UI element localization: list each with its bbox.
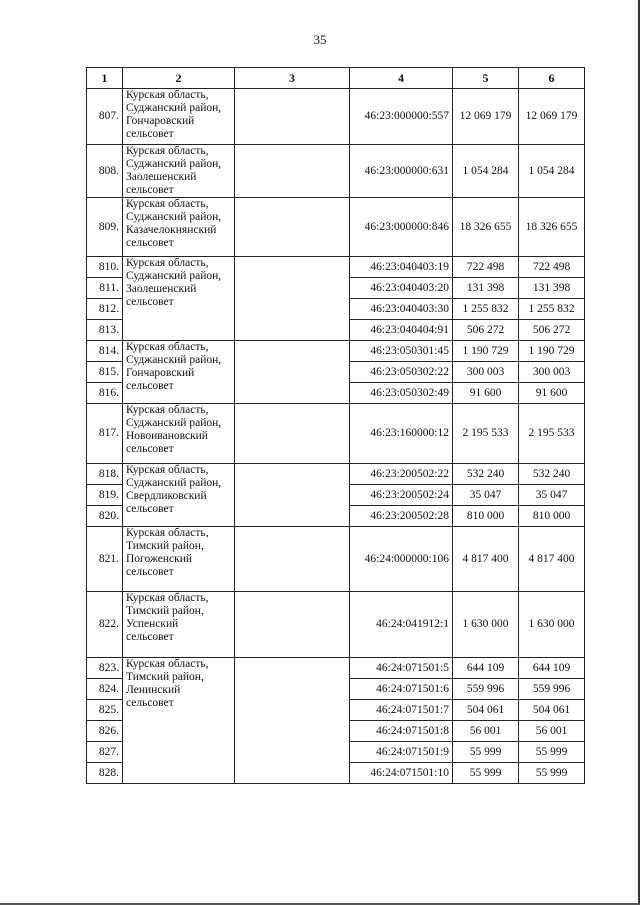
address-line: Заолешенский [126, 283, 197, 295]
address-line: сельсовет [126, 184, 174, 196]
row-number: 808. [87, 145, 123, 198]
address-line: Новоивановский [126, 430, 208, 442]
row-number: 815. [87, 362, 123, 383]
cadastral-number: 46:23:000000:631 [350, 145, 453, 198]
address-line: сельсовет [126, 503, 174, 515]
column-header: 4 [350, 68, 453, 89]
cadastral-number: 46:24:000000:106 [350, 527, 453, 592]
cadastral-number: 46:23:050302:49 [350, 383, 453, 404]
address-line: Суджанский район, [126, 354, 222, 366]
row-number: 819. [87, 485, 123, 506]
address-line: Погоженский [126, 553, 193, 565]
row-number: 817. [87, 404, 123, 464]
address-line: Курская область, [126, 527, 209, 539]
value-column-5: 55 999 [453, 763, 519, 784]
cadastral-number: 46:23:000000:846 [350, 198, 453, 257]
address-line: Успенский [126, 618, 179, 630]
cadastral-number: 46:23:040403:30 [350, 299, 453, 320]
cadastral-number: 46:23:160000:12 [350, 404, 453, 464]
cadastral-number: 46:23:040403:19 [350, 257, 453, 278]
value-column-5: 506 272 [453, 320, 519, 341]
row-number: 812. [87, 299, 123, 320]
table-row [87, 592, 585, 658]
value-column-6: 1 630 000 [519, 592, 585, 658]
row-number: 813. [87, 320, 123, 341]
address-cell [123, 464, 235, 527]
address-line: Курская область, [126, 404, 209, 416]
cadastral-number: 46:23:040403:20 [350, 278, 453, 299]
address-line: Курская область, [126, 89, 209, 101]
row-number: 824. [87, 679, 123, 700]
value-column-6: 644 109 [519, 658, 585, 679]
address-line: Свердликовский [126, 490, 207, 502]
address-line: сельсовет [126, 697, 174, 709]
cadastral-number: 46:23:000000:557 [350, 89, 453, 145]
address-cell [123, 658, 235, 784]
table-row [87, 527, 585, 592]
cadastral-number: 46:24:071501:7 [350, 700, 453, 721]
value-column-5: 559 996 [453, 679, 519, 700]
column-3-cell [235, 464, 350, 527]
cadastral-number: 46:24:071501:10 [350, 763, 453, 784]
value-column-5: 18 326 655 [453, 198, 519, 257]
table-row [87, 145, 585, 198]
address-cell [123, 341, 235, 404]
value-column-6: 35 047 [519, 485, 585, 506]
column-3-cell [235, 145, 350, 198]
row-number: 814. [87, 341, 123, 362]
value-column-6: 1 255 832 [519, 299, 585, 320]
column-header: 5 [453, 68, 519, 89]
row-number: 826. [87, 721, 123, 742]
address-line: Ленинский [126, 684, 181, 696]
value-column-6: 504 061 [519, 700, 585, 721]
column-header: 3 [235, 68, 350, 89]
value-column-5: 55 999 [453, 742, 519, 763]
value-column-5: 1 190 729 [453, 341, 519, 362]
value-column-6: 1 190 729 [519, 341, 585, 362]
cadastral-number: 46:23:200502:28 [350, 506, 453, 527]
address-line: Заолешенский [126, 171, 197, 183]
value-column-6: 559 996 [519, 679, 585, 700]
address-line: сельсовет [126, 296, 174, 308]
value-column-5: 1 054 284 [453, 145, 519, 198]
value-column-5: 4 817 400 [453, 527, 519, 592]
cadastral-number: 46:24:071501:5 [350, 658, 453, 679]
address-line: Курская область, [126, 257, 209, 269]
value-column-5: 722 498 [453, 257, 519, 278]
cadastral-number: 46:24:071501:8 [350, 721, 453, 742]
row-number: 825. [87, 700, 123, 721]
cadastral-number: 46:23:200502:24 [350, 485, 453, 506]
column-3-cell [235, 198, 350, 257]
column-header: 6 [519, 68, 585, 89]
row-number: 828. [87, 763, 123, 784]
value-column-6: 810 000 [519, 506, 585, 527]
row-number: 820. [87, 506, 123, 527]
cadastral-number: 46:24:071501:9 [350, 742, 453, 763]
row-number: 811. [87, 278, 123, 299]
row-number: 816. [87, 383, 123, 404]
value-column-5: 810 000 [453, 506, 519, 527]
page-number: 35 [313, 32, 327, 47]
cadastral-number: 46:23:050301:45 [350, 341, 453, 362]
address-line: Курская область, [126, 145, 209, 157]
value-column-6: 55 999 [519, 763, 585, 784]
table-row [87, 464, 585, 485]
header-row [87, 68, 585, 89]
row-number: 810. [87, 257, 123, 278]
column-3-cell [235, 341, 350, 404]
value-column-5: 300 003 [453, 362, 519, 383]
cadastral-number: 46:24:041912:1 [350, 592, 453, 658]
value-column-5: 532 240 [453, 464, 519, 485]
cadastral-number: 46:24:071501:6 [350, 679, 453, 700]
address-line: Суджанский район, [126, 102, 222, 114]
address-line: Курская область, [126, 592, 209, 604]
row-number: 823. [87, 658, 123, 679]
address-cell [123, 592, 235, 658]
value-column-6: 532 240 [519, 464, 585, 485]
table-row [87, 341, 585, 362]
address-line: Суджанский район, [126, 477, 222, 489]
column-header: 2 [123, 68, 235, 89]
row-number: 821. [87, 527, 123, 592]
address-line: Тимский район, [126, 605, 204, 617]
address-line: Курская область, [126, 464, 209, 476]
value-column-6: 56 001 [519, 721, 585, 742]
value-column-5: 131 398 [453, 278, 519, 299]
address-cell [123, 145, 235, 198]
table-row [87, 89, 585, 145]
address-cell [123, 404, 235, 464]
address-line: сельсовет [126, 128, 174, 140]
column-3-cell [235, 658, 350, 784]
row-number: 809. [87, 198, 123, 257]
value-column-5: 1 630 000 [453, 592, 519, 658]
column-3-cell [235, 527, 350, 592]
address-line: сельсовет [126, 631, 174, 643]
cadastral-number: 46:23:200502:22 [350, 464, 453, 485]
column-3-cell [235, 404, 350, 464]
row-number: 827. [87, 742, 123, 763]
value-column-5: 1 255 832 [453, 299, 519, 320]
value-column-5: 12 069 179 [453, 89, 519, 145]
value-column-5: 2 195 533 [453, 404, 519, 464]
value-column-6: 55 999 [519, 742, 585, 763]
column-3-cell [235, 89, 350, 145]
address-line: Суджанский район, [126, 270, 222, 282]
address-line: Тимский район, [126, 540, 204, 552]
value-column-6: 18 326 655 [519, 198, 585, 257]
cadastral-number: 46:23:040404:91 [350, 320, 453, 341]
address-line: сельсовет [126, 237, 174, 249]
value-column-6: 300 003 [519, 362, 585, 383]
address-line: Курская область, [126, 341, 209, 353]
address-line: Курская область, [126, 198, 209, 210]
cadastral-number: 46:23:050302:22 [350, 362, 453, 383]
value-column-6: 91 600 [519, 383, 585, 404]
address-cell [123, 527, 235, 592]
address-line: Суджанский район, [126, 158, 222, 170]
value-column-5: 504 061 [453, 700, 519, 721]
table-row [87, 198, 585, 257]
address-cell [123, 198, 235, 257]
column-3-cell [235, 592, 350, 658]
value-column-5: 91 600 [453, 383, 519, 404]
address-line: сельсовет [126, 443, 174, 455]
address-line: Тимский район, [126, 671, 204, 683]
value-column-5: 644 109 [453, 658, 519, 679]
address-line: Курская область, [126, 658, 209, 670]
table-row [87, 404, 585, 464]
address-line: сельсовет [126, 380, 174, 392]
address-cell [123, 257, 235, 341]
value-column-6: 2 195 533 [519, 404, 585, 464]
value-column-6: 12 069 179 [519, 89, 585, 145]
address-line: Гончаровский [126, 367, 195, 379]
value-column-5: 35 047 [453, 485, 519, 506]
address-line: Гончаровский [126, 115, 195, 127]
land-register-table [86, 67, 585, 784]
row-number: 822. [87, 592, 123, 658]
address-line: сельсовет [126, 566, 174, 578]
column-3-cell [235, 257, 350, 341]
row-number: 807. [87, 89, 123, 145]
table-row [87, 658, 585, 679]
value-column-6: 4 817 400 [519, 527, 585, 592]
address-line: Суджанский район, [126, 417, 222, 429]
table-row [87, 257, 585, 278]
value-column-5: 56 001 [453, 721, 519, 742]
address-line: Казачелокнянский [126, 224, 217, 236]
value-column-6: 722 498 [519, 257, 585, 278]
value-column-6: 131 398 [519, 278, 585, 299]
column-header: 1 [87, 68, 123, 89]
address-cell [123, 89, 235, 145]
value-column-6: 1 054 284 [519, 145, 585, 198]
table-body [87, 89, 585, 784]
row-number: 818. [87, 464, 123, 485]
value-column-6: 506 272 [519, 320, 585, 341]
address-line: Суджанский район, [126, 211, 222, 223]
